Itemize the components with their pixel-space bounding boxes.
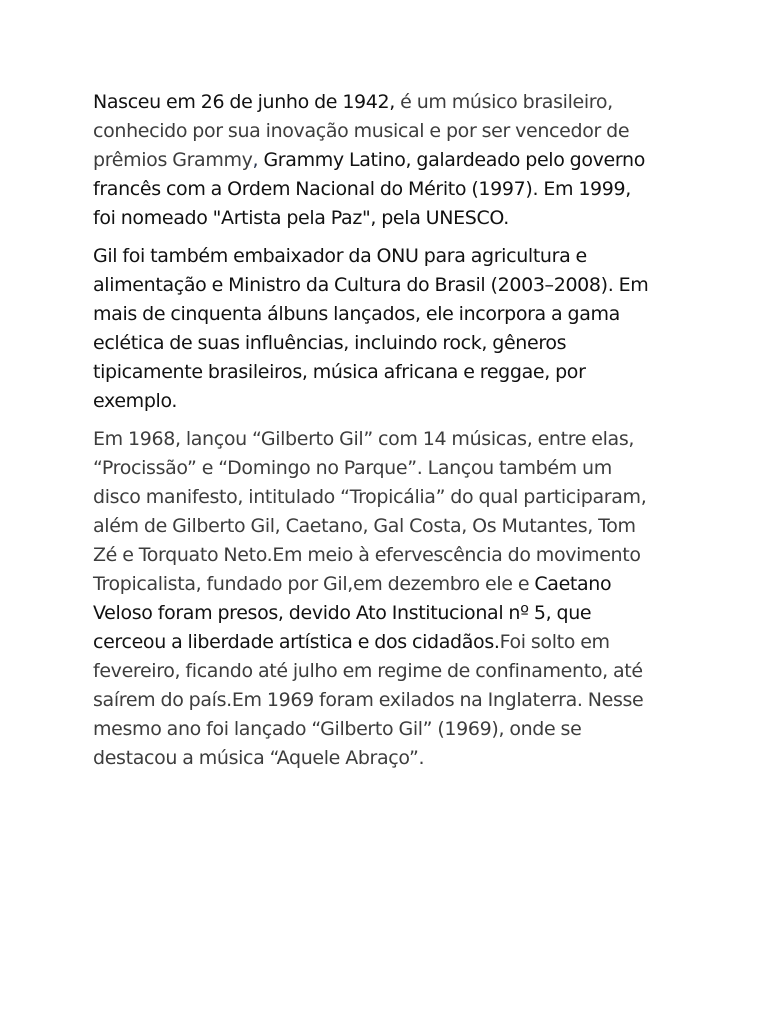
text-run: Caetano [534,573,612,595]
text-run: Veloso foram presos, devido Ato Institucional nº 5, que [93,602,592,624]
text-run: Tropicalista, fundado por Gil,em dezembro ele e [93,573,535,595]
text-run: Zé e Torquato Neto.Em meio à efervescência do movimento [93,544,641,566]
text-run: é um músico brasileiro, [400,91,613,113]
text-line [93,744,683,773]
text-line [93,329,683,358]
text-run: disco manifesto, intitulado “Tropicália” do qual participaram, [93,486,647,508]
text-line [93,541,683,570]
text-line [93,628,683,657]
text-line [93,204,683,233]
text-run: Em 1968, lançou “Gilberto Gil” com 14 músicas, entre elas, [93,428,635,450]
text-run: cerceou a liberdade artística e dos cidadãos. [93,631,500,653]
text-line [93,512,683,541]
text-line [93,88,683,117]
text-line [93,117,683,146]
text-line [93,271,683,300]
text-line [93,387,683,416]
text-run: Nasceu em 26 de junho de 1942, [93,91,401,113]
text-run: mais de cinquenta álbuns lançados, ele incorpora a gama [93,303,620,325]
text-run: tipicamente brasileiros, música africana e reggae, por [93,361,586,383]
text-line [93,358,683,387]
text-run: prêmios Grammy [93,149,253,171]
text-run: mesmo ano foi lançado “Gilberto Gil” (1969), onde se [93,718,582,740]
text-run: francês com a Ordem Nacional do Mérito (1997). Em 1999, [93,178,631,200]
paragraph-birth-awards [93,88,683,233]
text-run: foi nomeado "Artista pela Paz", pela UNESCO. [93,207,509,229]
text-line [93,599,683,628]
text-line [93,657,683,686]
paragraph-ambassador-minister [93,242,683,416]
text-run: , [252,149,264,171]
text-line [93,425,683,454]
text-run: além de Gilberto Gil, Caetano, Gal Costa, Os Mutantes, Tom [93,515,636,537]
text-line [93,483,683,512]
text-line [93,686,683,715]
text-run: conhecido por sua inovação musical e por ser vencedor de [93,120,630,142]
text-line [93,146,683,175]
text-run: Gil foi também embaixador da ONU para agricultura e [93,245,587,267]
text-run: fevereiro, ficando até julho em regime de confinamento, até [93,660,643,682]
text-run: exemplo. [93,390,178,412]
paragraph-1968-tropicalia [93,425,683,773]
text-run: Foi solto em [499,631,610,653]
text-line [93,715,683,744]
text-run: destacou a música “Aquele Abraço”. [93,747,425,769]
text-line [93,242,683,271]
text-line [93,175,683,204]
document-body [93,88,683,782]
text-run: “Procissão” e “Domingo no Parque”. Lançou também um [93,457,612,479]
text-run: Grammy Latino, galardeado pelo governo [263,149,645,171]
text-run: eclética de suas influências, incluindo rock, gêneros [93,332,567,354]
text-run: alimentação e Ministro da Cultura do Brasil (2003–2008). Em [93,274,649,296]
text-line [93,454,683,483]
text-line [93,300,683,329]
text-run: saírem do país.Em 1969 foram exilados na Inglaterra. Nesse [93,689,644,711]
text-line [93,570,683,599]
